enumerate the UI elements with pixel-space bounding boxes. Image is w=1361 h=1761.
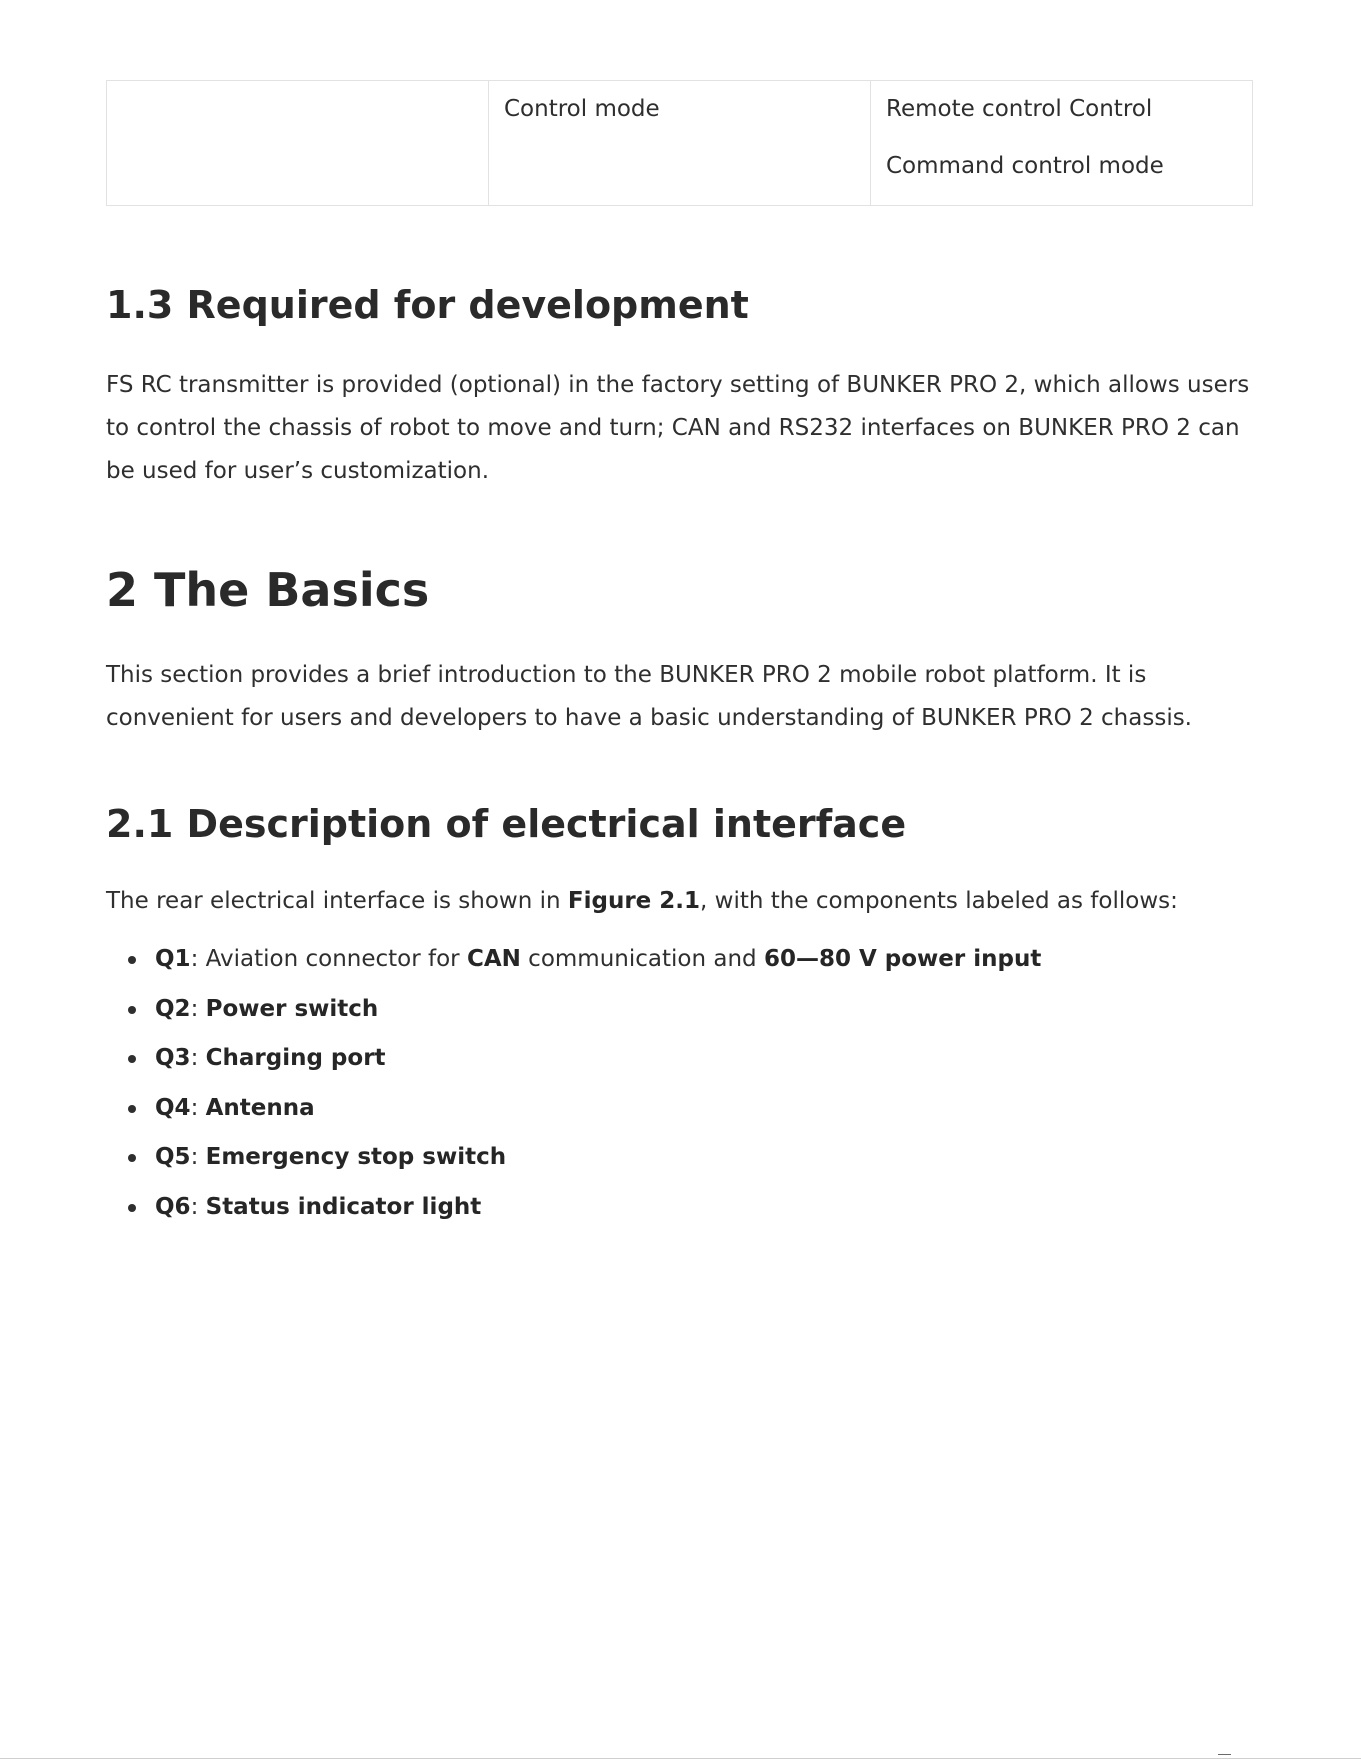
bullet-icon — [128, 1055, 136, 1063]
item-label: Q6 — [155, 1193, 191, 1220]
table-cell-parameter — [489, 81, 871, 206]
item-separator: : — [190, 1193, 206, 1220]
list-item — [106, 935, 1041, 985]
item-description: Power switch — [205, 995, 379, 1022]
item-separator: : — [190, 1094, 206, 1121]
item-bold-text: 60—80 V power input — [763, 946, 1042, 972]
section-heading-2-1: 2.1 Description of electrical interface — [106, 802, 907, 846]
item-description: Antenna — [205, 1094, 315, 1121]
item-separator: : — [190, 995, 206, 1022]
section-intro-2-1 — [106, 880, 1256, 923]
item-description: Status indicator light — [205, 1193, 482, 1220]
table-row — [107, 81, 1253, 206]
table-cell-empty — [107, 81, 489, 206]
bullet-icon — [128, 1006, 136, 1014]
item-label: Q4 — [155, 1094, 191, 1121]
table-cell-text: Remote control Control — [886, 96, 1153, 122]
item-text: Aviation connector for — [205, 946, 467, 972]
bullet-icon — [128, 1204, 136, 1212]
list-item — [106, 1183, 1041, 1233]
table-cell-value — [871, 81, 1253, 206]
item-text: communication and — [520, 946, 764, 972]
table-cell-text: Control mode — [504, 96, 660, 122]
spec-table-fragment — [106, 80, 1253, 206]
item-label: Q5 — [155, 1144, 191, 1170]
item-separator: : — [190, 946, 206, 972]
item-label: Q3 — [155, 1045, 191, 1071]
bullet-icon — [128, 1105, 136, 1113]
item-separator: : — [190, 1144, 206, 1170]
intro-text: , with the components labeled as follows: — [700, 888, 1178, 914]
item-label: Q2 — [155, 995, 191, 1022]
page-bottom-divider — [0, 1758, 1361, 1759]
table-cell-text: Command control mode — [886, 153, 1164, 179]
intro-text: The rear electrical interface is shown in — [106, 888, 568, 914]
list-item — [106, 985, 1041, 1035]
bullet-icon — [128, 1154, 136, 1162]
bullet-icon — [128, 956, 136, 964]
page-corner-mark — [1218, 1754, 1231, 1755]
list-item — [106, 1034, 1041, 1084]
figure-reference: Figure 2.1 — [567, 888, 701, 914]
chapter-heading-2: 2 The Basics — [106, 563, 430, 617]
item-description: Charging port — [205, 1045, 386, 1071]
item-label: Q1 — [155, 946, 191, 972]
list-item — [106, 1133, 1041, 1183]
component-list — [106, 935, 1041, 1232]
section-heading-1-3: 1.3 Required for development — [106, 283, 749, 327]
item-separator: : — [190, 1045, 206, 1071]
item-description: Emergency stop switch — [205, 1144, 507, 1170]
section-paragraph-2: This section provides a brief introduction to the BUNKER PRO 2 mobile robot platform. It is convenient for users and developers to have a basic understanding of BUNKER PRO 2 chassis. — [106, 662, 1192, 731]
section-paragraph-1-3: FS RC transmitter is provided (optional) in the factory setting of BUNKER PRO 2, which allows users to control the chassis of robot to move and turn; CAN and RS232 interfaces on BUNKER PRO 2 can be used for user’s customization. — [106, 372, 1250, 484]
item-bold-text: CAN — [466, 946, 521, 972]
list-item — [106, 1084, 1041, 1134]
